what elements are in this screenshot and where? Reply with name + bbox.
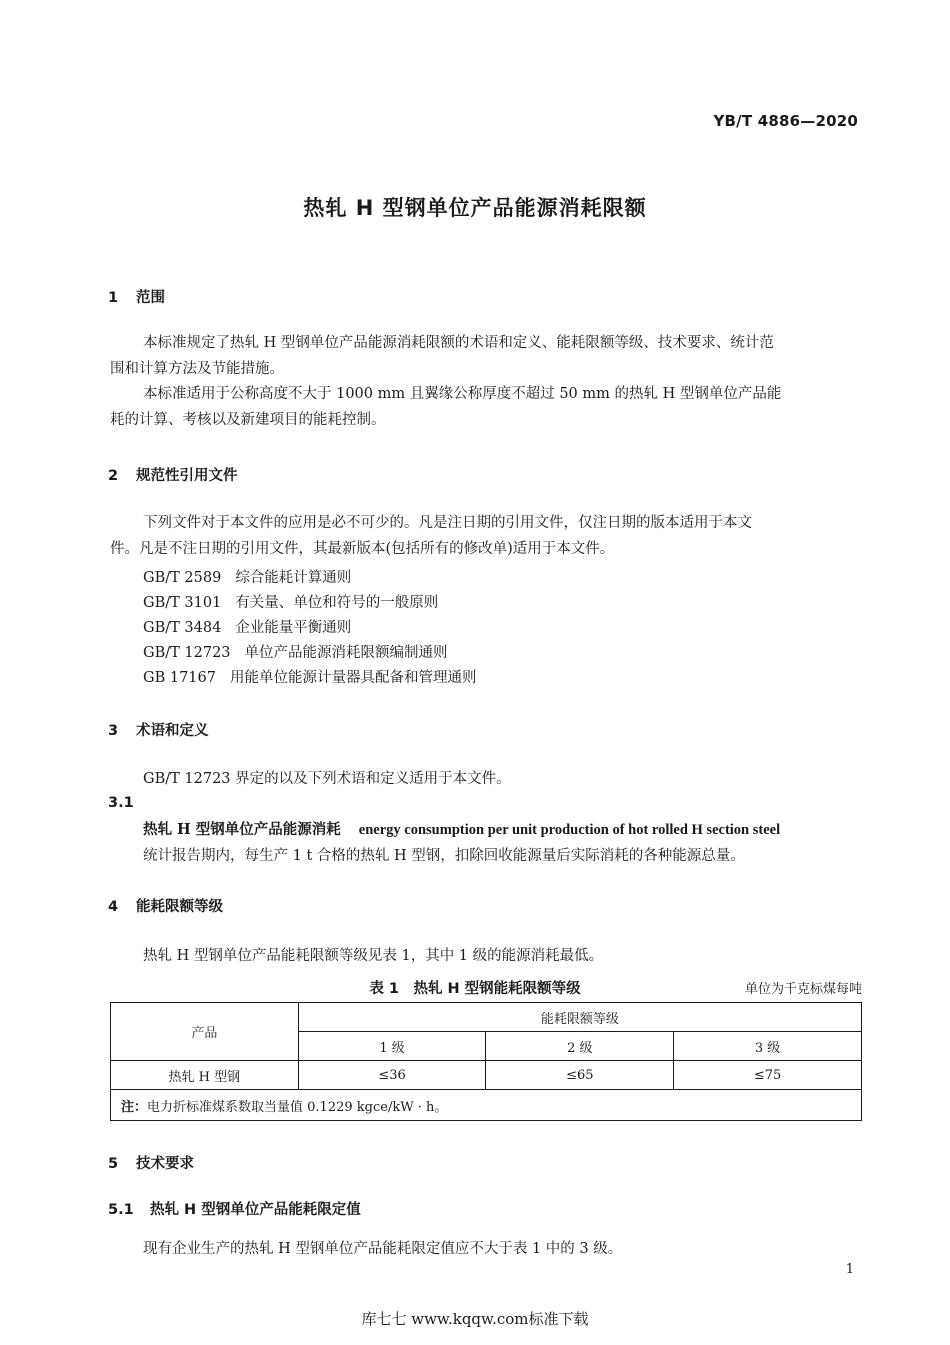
text-line: 围和计算方法及节能措施。: [110, 361, 284, 377]
reference-item: [143, 591, 438, 612]
section-1-paragraph-1: [110, 330, 860, 382]
reference-title: 用能单位能源计量器具配备和管理通则: [229, 670, 477, 686]
section-title: 技术要求: [136, 1156, 194, 1172]
table-header-product: 产品: [111, 1003, 299, 1061]
document-title: 热轧 H 型钢单位产品能源消耗限额: [303, 196, 647, 220]
text-line: 下列文件对于本文件的应用是必不可少的。凡是注日期的引用文件，仅注日期的版本适用于本文: [143, 515, 752, 531]
section-number: 3: [108, 723, 119, 739]
table-header-grade: 2 级: [486, 1032, 674, 1061]
table-row: [111, 1061, 862, 1090]
reference-code: GB 17167: [143, 670, 216, 686]
reference-code: GB/T 3101: [143, 595, 222, 611]
reference-code: GB/T 2589: [143, 570, 222, 586]
section-number: 4: [108, 899, 119, 915]
section-2-paragraph: [110, 510, 860, 562]
reference-item: [143, 566, 351, 587]
term-chinese: 热轧 H 型钢单位产品能源消耗: [143, 821, 341, 838]
reference-title: 有关量、单位和符号的一般原则: [235, 595, 439, 611]
term-number: 3.1: [108, 795, 134, 811]
term-english: energy consumption per unit production of hot rolled H section steel: [358, 822, 781, 838]
text-line: 本标准规定了热轧 H 型钢单位产品能源消耗限额的术语和定义、能耗限额等级、技术要求、统计范: [143, 335, 774, 351]
note-label: 注：: [121, 1099, 148, 1115]
table-cell-value: ≤65: [486, 1061, 674, 1090]
table-cell-product: 热轧 H 型钢: [111, 1061, 299, 1090]
reference-item: [143, 666, 476, 687]
table-note-row: [111, 1090, 862, 1121]
reference-item: [143, 641, 448, 662]
section-3-intro: GB/T 12723 界定的以及下列术语和定义适用于本文件。: [143, 771, 511, 787]
section-1-heading: [108, 286, 165, 307]
reference-title: 综合能耗计算通则: [235, 570, 352, 586]
section-number: 2: [108, 468, 119, 484]
note-text: 电力折标准煤系数取当量值 0.1229 kgce/kW · h。: [147, 1099, 448, 1115]
section-1-paragraph-2: [110, 381, 860, 433]
reference-code: GB/T 12723: [143, 645, 231, 661]
subsection-5-1-heading: [108, 1198, 361, 1219]
reference-title: 单位产品能源消耗限额编制通则: [244, 645, 448, 661]
section-title: 能耗限额等级: [136, 899, 223, 915]
subsection-number: 5.1: [108, 1202, 134, 1218]
section-title: 术语和定义: [136, 723, 209, 739]
table-note: [111, 1090, 862, 1121]
reference-code: GB/T 3484: [143, 620, 222, 636]
subsection-title: 热轧 H 型钢单位产品能耗限定值: [150, 1202, 361, 1218]
section-number: 5: [108, 1156, 119, 1172]
term-definition: 统计报告期内，每生产 1 t 合格的热轧 H 型钢，扣除回收能源量后实际消耗的各种能源总量。: [143, 848, 745, 864]
table-header-row: [111, 1003, 862, 1032]
standard-number: YB/T 4886—2020: [713, 112, 858, 130]
footer-watermark: 库七七 www.kqqw.com标准下载: [361, 1310, 589, 1328]
table-caption: 表 1 热轧 H 型钢能耗限额等级: [369, 981, 581, 997]
energy-limit-table: [110, 1002, 862, 1121]
reference-title: 企业能量平衡通则: [235, 620, 352, 636]
section-4-intro: 热轧 H 型钢单位产品能耗限额等级见表 1，其中 1 级的能源消耗最低。: [143, 948, 604, 964]
section-5-heading: [108, 1152, 194, 1173]
subsection-5-1-text: 现有企业生产的热轧 H 型钢单位产品能耗限定值应不大于表 1 中的 3 级。: [143, 1241, 623, 1257]
text-line: 件。凡是不注日期的引用文件，其最新版本(包括所有的修改单)适用于本文件。: [110, 541, 615, 557]
text-line: 本标准适用于公称高度不大于 1000 mm 且翼缘公称厚度不超过 50 mm 的热轧 H 型钢单位产品能: [143, 386, 782, 402]
section-2-heading: [108, 464, 238, 485]
table-header-group: 能耗限额等级: [298, 1003, 861, 1032]
section-title: 范围: [136, 290, 165, 306]
table-cell-value: ≤36: [298, 1061, 486, 1090]
section-4-heading: [108, 895, 223, 916]
page-number: 1: [845, 1262, 854, 1277]
term-heading: [143, 818, 780, 839]
text-line: 耗的计算、考核以及新建项目的能耗控制。: [110, 412, 386, 428]
table-cell-value: ≤75: [674, 1061, 862, 1090]
table-header-grade: 1 级: [298, 1032, 486, 1061]
section-title: 规范性引用文件: [136, 468, 238, 484]
reference-item: [143, 616, 351, 637]
table-unit: 单位为千克标煤每吨: [744, 982, 862, 997]
section-number: 1: [108, 290, 119, 306]
table-header-grade: 3 级: [674, 1032, 862, 1061]
section-3-heading: [108, 719, 209, 740]
